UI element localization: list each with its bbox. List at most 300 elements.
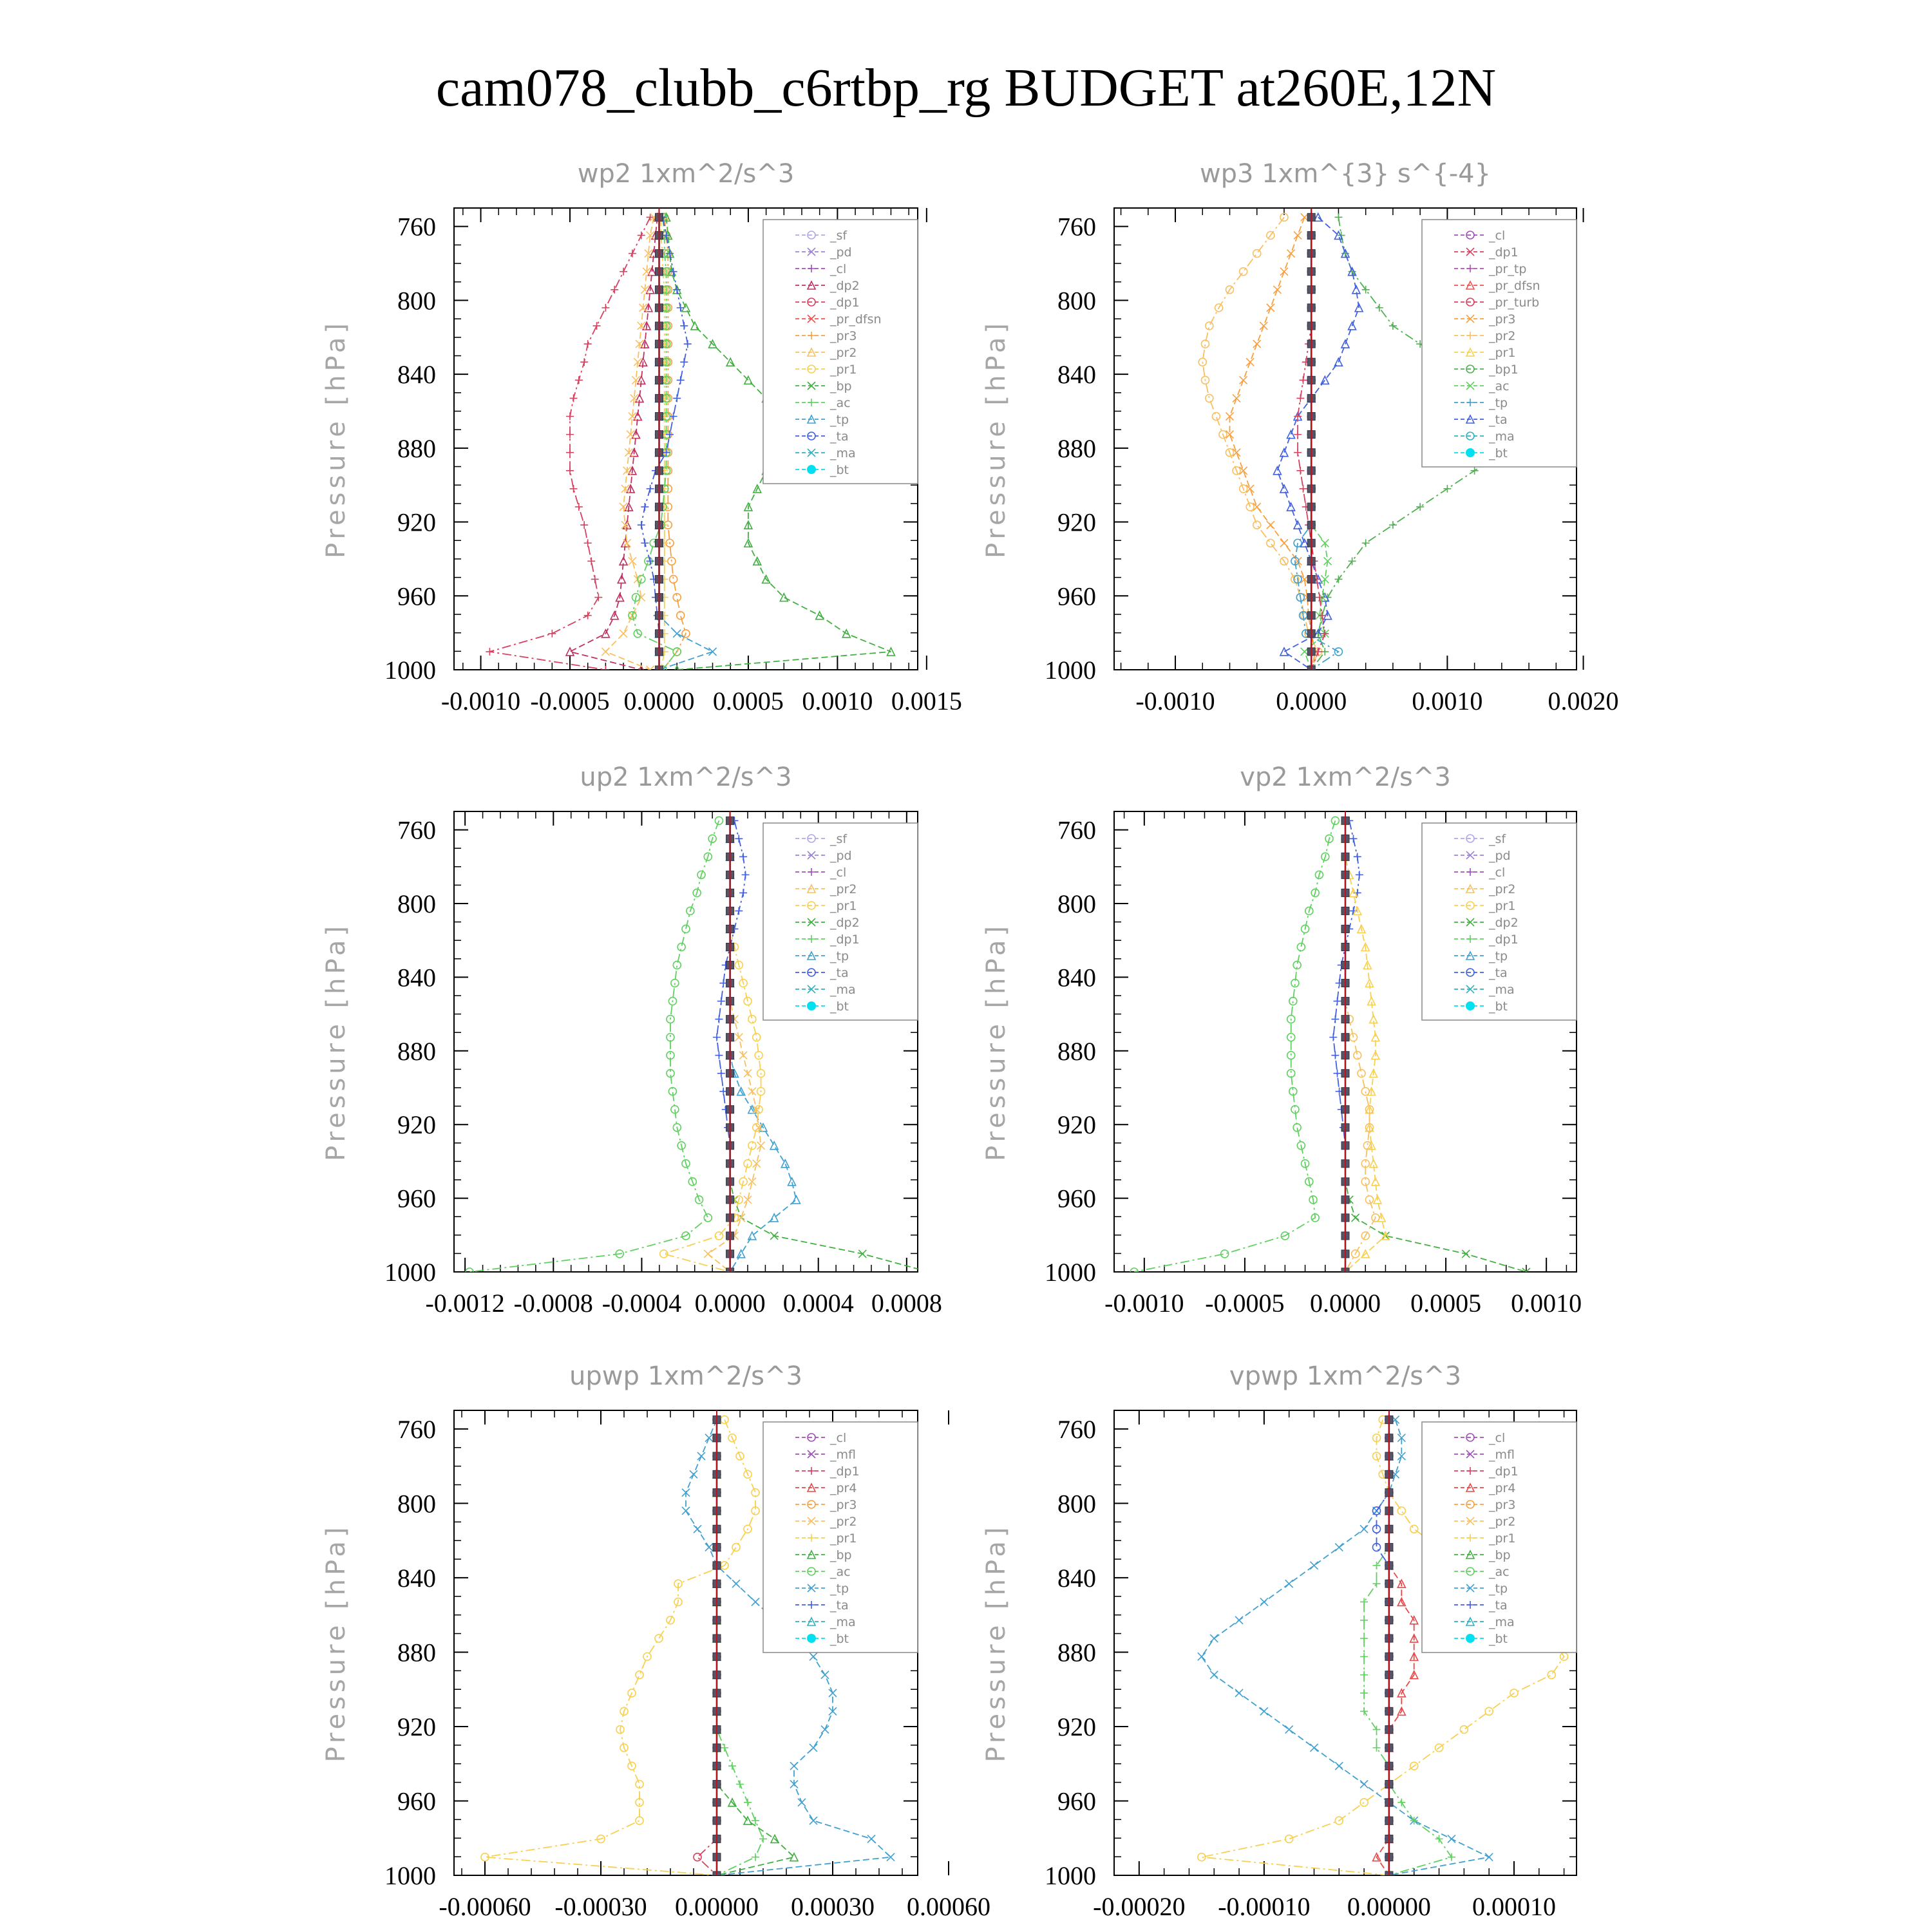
legend-label: _cl (830, 1431, 847, 1445)
legend-label: _cl (1489, 1431, 1506, 1445)
legend-label: _bp1 (1489, 363, 1519, 377)
legend-marker (807, 1001, 816, 1010)
legend-label: _pr4 (830, 1481, 857, 1495)
data-point-tp (1260, 1707, 1268, 1715)
y-tick-label: 840 (397, 1563, 436, 1593)
legend-label: _cl (1489, 229, 1506, 243)
data-point-pr2 (620, 630, 627, 638)
data-point-dp1 (638, 231, 645, 239)
legend-label: _dp1 (1489, 933, 1519, 947)
data-point-pr1 (636, 1817, 643, 1824)
data-point-bp1 (1334, 213, 1342, 221)
data-point-dp2 (566, 648, 574, 656)
data-point-ta (1349, 907, 1357, 914)
data-point-pr1 (655, 1634, 663, 1642)
data-point-pr2 (748, 1178, 756, 1186)
x-tick-label: -0.00020 (1093, 1892, 1186, 1921)
y-tick-label: 760 (397, 1414, 436, 1444)
data-point-dp1 (1294, 431, 1302, 439)
data-point-dp1 (1294, 449, 1302, 457)
y-tick-label: 800 (1057, 286, 1096, 316)
data-point-pr1 (715, 1232, 723, 1240)
data-point-dp1 (677, 943, 685, 951)
data-point-pr2 (1206, 394, 1213, 402)
legend-label: _pr1 (830, 899, 857, 913)
x-tick-label: 0.0000 (1310, 1289, 1381, 1318)
legend-marker (1466, 1001, 1475, 1010)
y-tick-label: 800 (1057, 1489, 1096, 1519)
data-point-ta (717, 998, 725, 1005)
data-point-ta (739, 853, 747, 860)
legend-label: _bt (1489, 999, 1508, 1014)
legend-label: _pr1 (1489, 899, 1516, 913)
y-tick-label: 800 (397, 286, 436, 316)
data-point-pr2 (629, 557, 636, 565)
legend-marker (1466, 1634, 1475, 1643)
data-point-ta (673, 286, 681, 294)
data-point-tp (682, 1507, 690, 1515)
data-point-pr2 (735, 1034, 743, 1041)
data-point-pr1 (1360, 1799, 1368, 1806)
legend-label: _ma (830, 983, 856, 997)
data-point-ac (728, 1762, 736, 1770)
legend-label: _sf (1489, 832, 1506, 846)
legend-label: _bt (830, 999, 849, 1014)
data-point-tp (705, 1544, 713, 1551)
data-point-ta (717, 1070, 725, 1077)
data-point-tp (810, 1817, 817, 1824)
x-tick-label: 0.0010 (1511, 1289, 1582, 1318)
legend-label: _bt (830, 1632, 849, 1646)
legend-label: _ta (830, 966, 849, 980)
y-tick-label: 960 (397, 1786, 436, 1816)
x-tick-label: 0.0004 (782, 1289, 854, 1318)
data-point-tp (1310, 1562, 1318, 1569)
legend-marker (1466, 448, 1475, 457)
series-line-dp1 (489, 217, 650, 670)
legend-label: _tp (830, 1582, 849, 1596)
legend-label: _pr_dfsn (830, 312, 882, 327)
data-point-dp1 (601, 304, 609, 312)
data-point-ta (680, 358, 688, 366)
legend-label: _sf (830, 229, 848, 243)
series-line-pr3 (1230, 217, 1316, 670)
legend-label: _pr_dfsn (1489, 279, 1540, 293)
data-point-dp1 (570, 394, 578, 402)
y-tick-label: 760 (397, 815, 436, 845)
legend-label: _pr2 (830, 1515, 857, 1529)
data-point-ta (673, 394, 681, 402)
legend-label: _dp1 (1489, 245, 1519, 260)
data-point-ac (1373, 1744, 1381, 1752)
series-line-pr2 (605, 217, 654, 670)
data-point-dp2 (925, 1268, 933, 1276)
data-point-pr2 (1206, 322, 1213, 330)
legend-label: _tp (830, 949, 849, 963)
data-point-pr2 (748, 1088, 756, 1095)
data-point-pr2 (753, 1160, 761, 1168)
y-tick-label: 1000 (1045, 1258, 1096, 1287)
legend-label: _tp (1489, 396, 1508, 410)
data-point-ta (713, 1034, 721, 1041)
x-tick-label: 0.00000 (1347, 1892, 1431, 1921)
y-tick-label: 1000 (1045, 1861, 1096, 1890)
series-line-pr1 (1345, 820, 1385, 1272)
data-point-ac (1360, 1634, 1368, 1642)
y-tick-label: 840 (397, 963, 436, 992)
data-point-dp1 (601, 666, 609, 674)
data-point-tp (810, 1744, 817, 1752)
data-point-tp (737, 1250, 745, 1258)
data-point-tp (1335, 1544, 1343, 1551)
data-point-pr2 (1201, 340, 1209, 348)
data-point-ta (1354, 889, 1361, 896)
legend-label: _cl (830, 866, 847, 880)
legend-label: _dp1 (1489, 1464, 1519, 1479)
data-point-ac (1373, 1562, 1381, 1569)
data-point-pr3 (670, 575, 677, 583)
y-tick-label: 800 (1057, 889, 1096, 918)
y-tick-label: 880 (1057, 1036, 1096, 1066)
legend-label: _ta (1489, 413, 1508, 427)
data-point-ta (1280, 485, 1288, 493)
legend-label: _ta (1489, 966, 1508, 980)
legend-label: _ta (830, 430, 849, 444)
panel-title: up2 1xm^2/s^3 (580, 762, 792, 792)
y-tick-label: 920 (1057, 507, 1096, 537)
y-axis-label: Pressure [hPa] (981, 922, 1011, 1161)
legend-label: _ta (1489, 1598, 1508, 1613)
y-tick-label: 760 (397, 212, 436, 242)
data-point-tp (1485, 1853, 1493, 1861)
x-tick-label: -0.0004 (601, 1289, 682, 1318)
data-point-tp (798, 1799, 806, 1806)
x-tick-label: 0.0000 (623, 687, 695, 715)
data-point-dp1 (667, 1034, 674, 1041)
data-point-ta (680, 322, 688, 330)
data-point-pr1 (1548, 1671, 1555, 1679)
data-point-ta (735, 907, 743, 914)
data-point-tp (1210, 1671, 1218, 1679)
legend-label: _ac (1489, 379, 1510, 393)
data-point-pr3 (1280, 268, 1288, 276)
data-point-tp (709, 648, 717, 656)
data-point-ta (641, 503, 649, 511)
legend-label: _ma (830, 1615, 856, 1629)
data-point-dp1 (584, 612, 592, 620)
data-point-dp1 (570, 485, 578, 493)
legend-marker (807, 465, 816, 474)
x-tick-label: 0.00000 (675, 1892, 759, 1921)
data-point-pr1 (1460, 1726, 1468, 1734)
y-tick-label: 760 (1057, 815, 1096, 845)
data-point-ta (1334, 1070, 1341, 1077)
data-point-ta (715, 1016, 723, 1023)
data-point-ta (684, 340, 692, 348)
data-point-ta (638, 521, 645, 529)
data-point-pr1 (1285, 1835, 1293, 1842)
data-point-dp1 (580, 521, 588, 529)
data-point-tp (1335, 1762, 1343, 1770)
data-point-tp (1235, 1689, 1243, 1697)
data-point-dp1 (548, 630, 556, 638)
data-point-ta (739, 889, 747, 896)
data-point-pr3 (1287, 250, 1295, 258)
legend-marker (807, 1634, 816, 1643)
y-tick-label: 880 (1057, 433, 1096, 463)
y-tick-label: 920 (1057, 1712, 1096, 1741)
legend-label: _pd (830, 849, 852, 863)
legend-label: _pr_turb (1489, 296, 1540, 310)
data-point-pr3 (677, 612, 685, 620)
data-point-tp (1448, 1835, 1455, 1842)
y-tick-label: 840 (397, 360, 436, 390)
x-tick-label: -0.00030 (554, 1892, 647, 1921)
data-point-tp (697, 1452, 705, 1460)
data-point-ta (1287, 431, 1295, 439)
legend-label: _tp (1489, 1582, 1508, 1596)
y-tick-label: 920 (1057, 1110, 1096, 1140)
data-point-pr3 (1253, 340, 1261, 348)
data-point-tp (1260, 1598, 1268, 1605)
data-point-ac (1397, 1799, 1405, 1806)
data-point-dp1 (620, 268, 627, 276)
data-point-tp (770, 1142, 778, 1150)
legend-label: _pr_tp (1489, 262, 1527, 276)
data-point-dp1 (1289, 998, 1297, 1005)
data-point-ac (1360, 1616, 1368, 1624)
data-point-ac (1435, 1835, 1443, 1842)
legend-label: _bt (830, 463, 849, 477)
data-point-tp (694, 1525, 701, 1533)
data-point-tp (1210, 1634, 1218, 1642)
x-tick-label: -0.00060 (439, 1892, 531, 1921)
legend-label: _pr3 (1489, 312, 1516, 327)
legend-label: _cl (1489, 866, 1506, 880)
data-point-pr3 (1233, 394, 1240, 402)
chart-panel-2 (981, 159, 1619, 715)
legend-label: _tp (830, 413, 849, 427)
data-point-bp1 (1321, 648, 1329, 656)
y-tick-label: 880 (397, 433, 436, 463)
x-tick-label: -0.0010 (1104, 1289, 1184, 1318)
data-point-ac (752, 1853, 759, 1861)
data-point-dp1 (1293, 1124, 1301, 1132)
series-line-dp2 (570, 217, 658, 670)
legend-label: _pr2 (830, 882, 857, 896)
data-point-ta (1280, 449, 1288, 457)
series-line-tp (1295, 217, 1338, 670)
x-tick-label: -0.00010 (1218, 1892, 1311, 1921)
data-point-pr2 (1365, 1196, 1373, 1204)
data-point-ta (677, 376, 685, 384)
data-point-tp (1235, 1616, 1243, 1624)
data-point-ac (1360, 1653, 1368, 1660)
x-tick-label: 0.0010 (1412, 687, 1483, 715)
x-tick-label: -0.0012 (425, 1289, 505, 1318)
y-tick-label: 880 (1057, 1638, 1096, 1667)
data-point-pr2 (704, 1250, 712, 1258)
data-point-ta (1329, 1034, 1337, 1041)
x-tick-label: 0.0005 (712, 687, 784, 715)
data-point-pr3 (1280, 539, 1288, 547)
data-point-dp1 (584, 340, 592, 348)
data-point-tp (1360, 1780, 1368, 1788)
y-axis-label: Pressure [hPa] (321, 922, 351, 1161)
data-point-bp1 (1362, 539, 1370, 547)
data-point-pr1 (744, 1160, 752, 1168)
data-point-tp (1285, 1580, 1293, 1587)
legend-label: _pr4 (1489, 1481, 1516, 1495)
series-line-ac (717, 1419, 763, 1875)
legend-label: _dp2 (830, 279, 860, 293)
data-point-pr3 (1260, 322, 1267, 330)
data-point-dp1 (566, 449, 574, 457)
legend-label: _ac (830, 1565, 851, 1579)
data-point-bp1 (1416, 503, 1424, 511)
data-point-pr2 (601, 648, 609, 656)
data-point-tp (1285, 1726, 1293, 1734)
data-point-pr1 (1410, 1525, 1418, 1533)
legend-label: _pr1 (830, 363, 857, 377)
legend-label: _tp (1489, 949, 1508, 963)
panel-title: vp2 1xm^2/s^3 (1240, 762, 1451, 792)
data-point-dp1 (580, 358, 588, 366)
data-point-tp (788, 1178, 796, 1186)
data-point-pr2 (1212, 413, 1220, 421)
data-point-ac (1373, 1726, 1381, 1734)
y-tick-label: 840 (1057, 1563, 1096, 1593)
data-point-ta (1331, 1016, 1339, 1023)
legend-label: _ac (830, 396, 851, 410)
x-tick-label: 0.0008 (871, 1289, 942, 1318)
data-point-ta (1349, 835, 1357, 842)
data-point-bp1 (1389, 521, 1397, 529)
data-point-ac (1360, 1598, 1368, 1605)
data-point-pr3 (1246, 358, 1254, 366)
data-point-ta (1280, 648, 1288, 656)
panel-title: wp3 1xm^{3} s^{-4} (1199, 159, 1492, 189)
legend-label: _pr3 (830, 329, 857, 343)
data-point-pr1 (660, 1250, 668, 1258)
data-point-dp1 (715, 817, 723, 824)
legend-label: _pr2 (1489, 1515, 1516, 1529)
data-point-pr3 (1240, 376, 1247, 384)
y-tick-label: 1000 (1045, 656, 1096, 685)
data-point-pr1 (755, 1052, 762, 1059)
data-point-dp1 (1296, 394, 1304, 402)
legend-label: _cl (830, 262, 847, 276)
legend-label: _ta (830, 1598, 849, 1613)
legend-label: _pr2 (830, 346, 857, 360)
data-point-ta (1273, 467, 1281, 475)
y-axis-label: Pressure [hPa] (321, 1523, 351, 1763)
data-point-ac (1360, 1707, 1368, 1715)
series-line-tp (659, 217, 713, 670)
legend-label: _pr3 (1489, 1498, 1516, 1512)
data-point-ta (742, 871, 750, 878)
data-point-dp2 (1352, 1214, 1359, 1222)
data-point-dp1 (584, 539, 592, 547)
data-point-ac (736, 1780, 744, 1788)
legend-label: _pr1 (1489, 346, 1516, 360)
series-line-ta (1277, 217, 1359, 670)
legend-label: _pr3 (830, 1498, 857, 1512)
data-point-dp1 (682, 925, 690, 933)
data-point-dp1 (594, 594, 602, 601)
legend-label: _ma (1489, 983, 1515, 997)
data-point-dp1 (566, 413, 574, 421)
panel-title: upwp 1xm^2/s^3 (569, 1361, 802, 1391)
y-tick-label: 760 (1057, 212, 1096, 242)
data-point-dp1 (593, 322, 601, 330)
legend-label: _pr2 (1489, 882, 1516, 896)
y-tick-label: 960 (1057, 1786, 1096, 1816)
data-point-ac (744, 1799, 752, 1806)
y-tick-label: 920 (397, 1712, 436, 1741)
data-point-pr3 (1294, 231, 1302, 239)
data-point-ac (1373, 1580, 1381, 1587)
x-tick-label: -0.0005 (1205, 1289, 1285, 1318)
series-line-dp1 (469, 820, 719, 1272)
panel-title: vpwp 1xm^2/s^3 (1229, 1361, 1462, 1391)
data-point-ta (1294, 521, 1302, 529)
y-tick-label: 1000 (384, 1861, 436, 1890)
data-point-ta (1354, 853, 1361, 860)
legend-label: _ma (1489, 1615, 1515, 1629)
data-point-pr1 (748, 1142, 756, 1150)
x-tick-label: 0.0015 (891, 687, 962, 715)
legend-label: _pr1 (1489, 1531, 1516, 1546)
data-point-dp1 (1297, 943, 1305, 951)
x-tick-label: 0.0010 (802, 687, 873, 715)
data-point-tp (829, 1689, 837, 1697)
data-point-dp1 (566, 467, 574, 475)
data-point-ac (1360, 1689, 1368, 1697)
data-point-tp (1310, 1744, 1318, 1752)
y-tick-label: 1000 (384, 656, 436, 685)
legend-label: _bp (830, 1548, 852, 1562)
data-point-dp1 (1300, 376, 1307, 384)
data-point-tp (673, 630, 681, 638)
legend-label: _bt (1489, 1632, 1508, 1646)
chart-panel-5 (321, 1361, 990, 1921)
data-point-dp1 (611, 286, 618, 294)
series-line-dp1 (1134, 820, 1335, 1272)
panel-title: wp2 1xm^2/s^3 (577, 159, 795, 189)
data-point-pr2 (1253, 250, 1261, 258)
data-point-pr2 (1240, 268, 1247, 276)
data-point-ta (735, 835, 743, 842)
y-tick-label: 960 (1057, 582, 1096, 611)
series-line-pr1 (485, 1419, 755, 1875)
legend-label: _dp2 (830, 916, 860, 930)
legend-label: _pr1 (830, 1531, 857, 1546)
data-point-pr2 (744, 1070, 752, 1077)
data-point-ta (1334, 998, 1341, 1005)
legend-label: _bt (1489, 446, 1508, 460)
y-tick-label: 920 (397, 507, 436, 537)
data-point-pr2 (1363, 1142, 1371, 1150)
data-point-pr1 (1198, 1853, 1206, 1861)
data-point-bp1 (1471, 467, 1479, 475)
data-point-ac (1448, 1853, 1455, 1861)
y-tick-label: 960 (397, 582, 436, 611)
x-tick-label: -0.0010 (440, 687, 521, 715)
data-point-tp (732, 1580, 740, 1587)
legend-label: _pd (1489, 849, 1511, 863)
legend-label: _pd (830, 245, 852, 260)
